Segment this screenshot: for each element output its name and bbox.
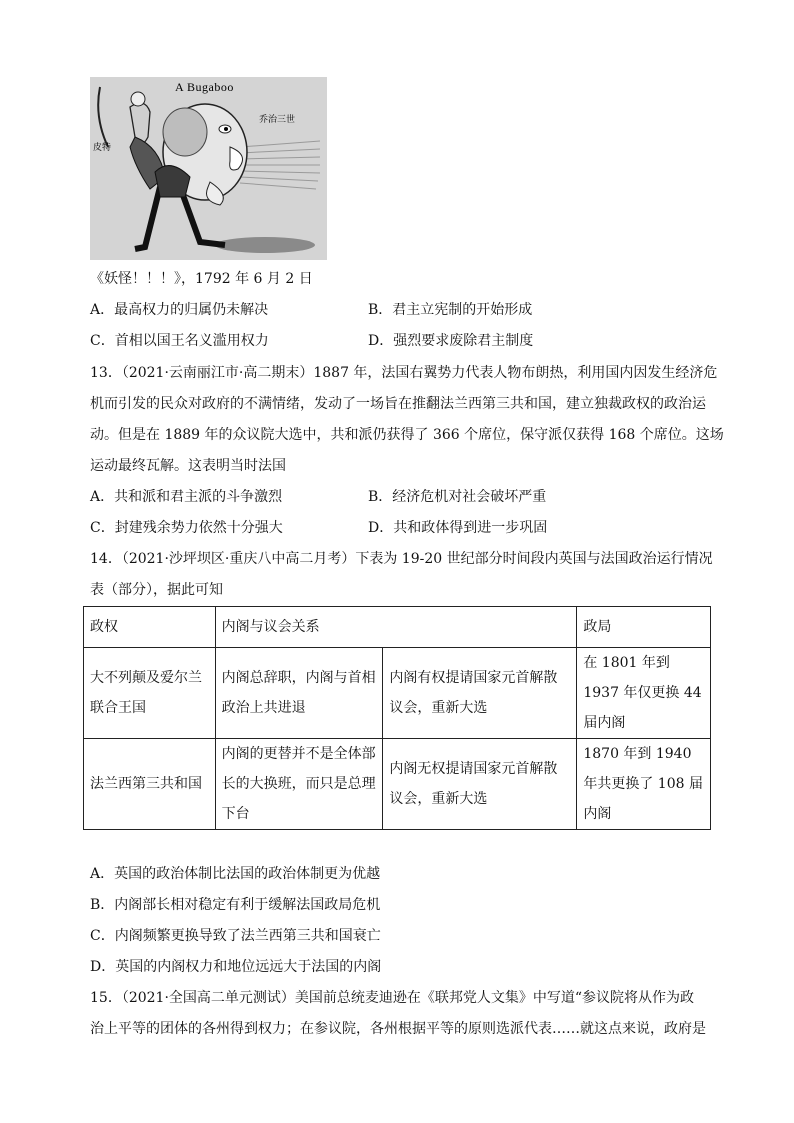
q15-line-2: 治上平等的团体的各州得到权力；在参议院，各州根据平等的原则选派代表……就这点来说，政府是 <box>90 1021 706 1037</box>
q13-line-1: 13．（2021·云南丽江市·高二期末）1887 年，法国右翼势力代表人物布朗热，利用国内因发生经济危 <box>90 365 718 381</box>
q13-option-d: D．共和政体得到进一步巩固 <box>368 520 548 536</box>
cartoon-title: A Bugaboo <box>175 80 234 94</box>
q12-option-a: A．最高权力的归属仍未解决 <box>90 302 269 318</box>
table-row <box>84 739 711 830</box>
q12-option-b: B．君主立宪制的开始形成 <box>368 302 533 318</box>
q13-option-b: B．经济危机对社会破坏严重 <box>368 489 547 505</box>
q14-option-b: B．内阁部长相对稳定有利于缓解法国政局危机 <box>90 897 381 913</box>
header-relation: 内阁与议会关系 <box>215 607 577 648</box>
cell-uk-dissolve: 内阁有权提请国家元首解散议会，重新大选 <box>383 648 577 739</box>
q14-line-1: 14．（2021·沙坪坝区·重庆八中高二月考）下表为 19-20 世纪部分时间段内英国与法国政治运行情况 <box>90 551 713 567</box>
q13-option-a: A．共和派和君主派的斗争激烈 <box>90 489 283 505</box>
q12-option-d: D．强烈要求废除君主制度 <box>368 333 534 349</box>
cartoon-image <box>90 77 327 260</box>
q15-line-1: 15．（2021·全国高二单元测试）美国前总统麦迪逊在《联邦党人文集》中写道“参议院将从作为政 <box>90 990 695 1006</box>
cell-france-cabinet: 内阁的更替并不是全体部长的大换班，而只是总理下台 <box>215 739 383 830</box>
comparison-table <box>83 606 711 830</box>
q13-line-2: 机而引发的民众对政府的不满情绪，发动了一场旨在推翻法兰西第三共和国，建立独裁政权的政治运 <box>90 396 706 412</box>
cell-france-politics: 1870 年到 1940 年共更换了 108 届内阁 <box>577 739 711 830</box>
cartoon-label-pitt: 皮特 <box>93 143 112 153</box>
header-regime: 政权 <box>84 607 216 648</box>
cartoon-drawing <box>90 77 327 260</box>
q12-option-c: C．首相以国王名义滥用权力 <box>90 333 269 349</box>
cell-uk-politics: 在 1801 年到 1937 年仅更换 44 届内阁 <box>577 648 711 739</box>
cell-france-regime: 法兰西第三共和国 <box>84 739 216 830</box>
table-header-row <box>84 607 711 648</box>
cell-uk-cabinet: 内阁总辞职，内阁与首相政治上共进退 <box>215 648 383 739</box>
cell-uk-regime: 大不列颠及爱尔兰联合王国 <box>84 648 216 739</box>
q14-option-a: A．英国的政治体制比法国的政治体制更为优越 <box>90 866 381 882</box>
q14-line-2: 表（部分），据此可知 <box>90 582 223 598</box>
cartoon-caption: 《妖怪！！！》，1792 年 6 月 2 日 <box>90 271 313 287</box>
q14-option-c: C．内阁频繁更换导致了法兰西第三共和国衰亡 <box>90 928 381 944</box>
q13-line-3: 动。但是在 1889 年的众议院大选中，共和派仍获得了 366 个席位，保守派仅获得 168 个席位。这场 <box>90 427 724 443</box>
table-row <box>84 648 711 739</box>
cartoon-label-george: 乔治三世 <box>259 115 296 125</box>
q13-option-c: C．封建残余势力依然十分强大 <box>90 520 283 536</box>
cell-france-dissolve: 内阁无权提请国家元首解散议会，重新大选 <box>383 739 577 830</box>
header-politics: 政局 <box>577 607 711 648</box>
q13-line-4: 运动最终瓦解。这表明当时法国 <box>90 458 286 474</box>
q14-option-d: D．英国的内阁权力和地位远远大于法国的内阁 <box>90 959 382 975</box>
